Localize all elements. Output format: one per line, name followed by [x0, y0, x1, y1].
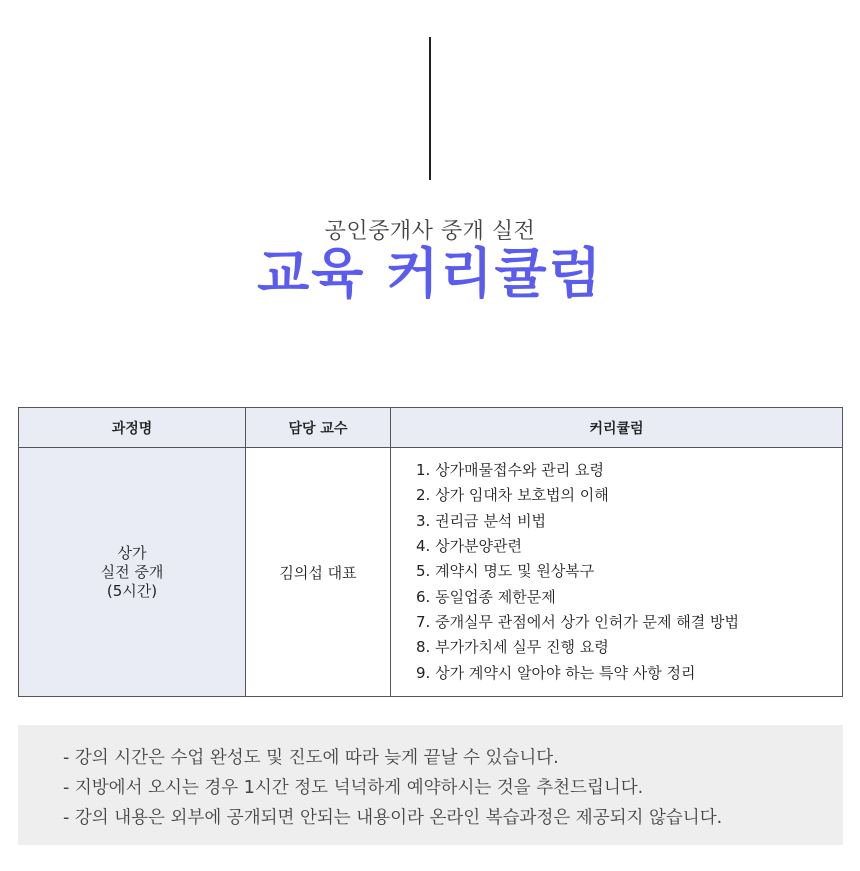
- teacher-cell: 김의섭 대표: [246, 448, 391, 697]
- header-course-name: 과정명: [19, 408, 246, 448]
- curriculum-item: 2. 상가 임대차 보호법의 이해: [416, 486, 609, 505]
- notice-item: - 지방에서 오시는 경우 1시간 정도 넉넉하게 예약하시는 것을 추천드립니다.: [63, 778, 644, 798]
- curriculum-table: [18, 407, 843, 697]
- header-teacher: 담당 교수: [246, 408, 391, 448]
- course-name-line: 상가: [117, 543, 147, 562]
- curriculum-cell: [391, 448, 843, 697]
- notice-item: - 강의 시간은 수업 완성도 및 진도에 따라 늦게 끝날 수 있습니다.: [63, 748, 559, 768]
- curriculum-item: 8. 부가가치세 실무 진행 요령: [416, 638, 609, 657]
- curriculum-item: 7. 중개실무 관점에서 상가 인허가 문제 해결 방법: [416, 612, 739, 631]
- page-subtitle: 공인중개사 중개 실전: [324, 219, 536, 244]
- curriculum-list: [391, 458, 842, 686]
- curriculum-item: 4. 상가분양관련: [416, 537, 523, 556]
- course-name-line: 실전 중개: [100, 562, 164, 581]
- page-title: 교육 커리큘럼: [257, 242, 603, 305]
- vertical-divider-line: [429, 37, 431, 180]
- curriculum-item: 9. 상가 계약시 알아야 하는 특약 사항 정리: [416, 663, 696, 682]
- notice-list: [18, 725, 843, 833]
- curriculum-item: 6. 동일업종 제한문제: [416, 587, 556, 606]
- header-curriculum: 커리큘럼: [391, 408, 843, 448]
- course-name-line: (5시간): [106, 581, 158, 600]
- table-header-row: [19, 408, 843, 448]
- curriculum-item: 3. 권리금 분석 비법: [416, 511, 547, 530]
- notice-item: - 강의 내용은 외부에 공개되면 안되는 내용이라 온라인 복습과정은 제공되지 않습니다.: [63, 808, 723, 828]
- course-name-cell: [19, 448, 246, 697]
- curriculum-item: 5. 계약시 명도 및 원상복구: [416, 562, 595, 581]
- table-row: [19, 448, 843, 697]
- curriculum-item: 1. 상가매물접수와 관리 요령: [416, 461, 605, 480]
- notice-box: [18, 725, 843, 845]
